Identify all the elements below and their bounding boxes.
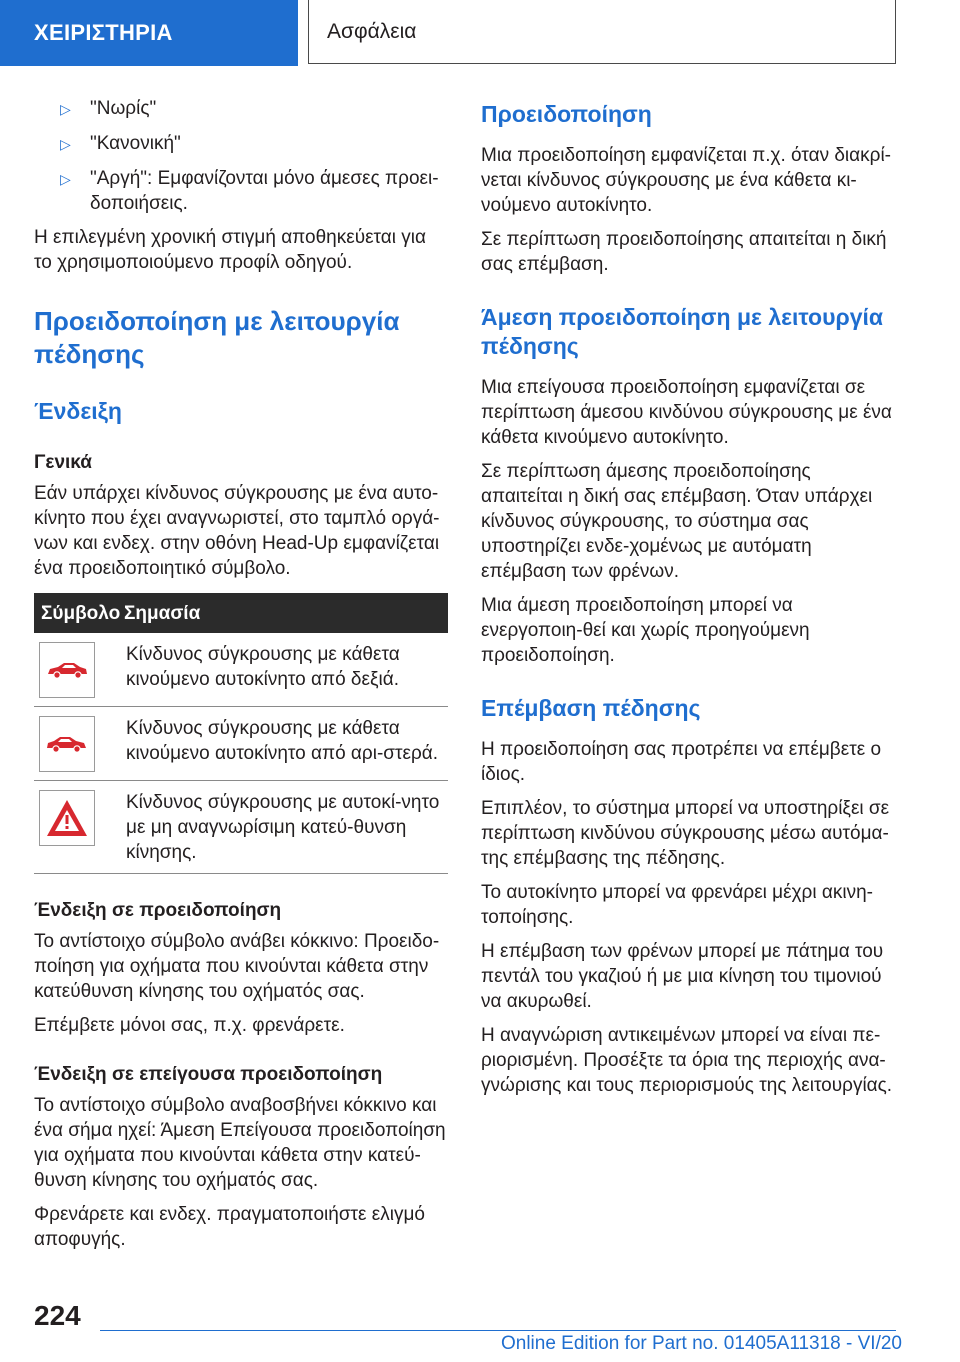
- table-cell: Κίνδυνος σύγκρουσης με κάθετα κινούμενο αυτοκίνητο από αρι-στερά.: [126, 718, 439, 764]
- paragraph: Επιπλέον, το σύστημα μπορεί να υποστηρίξει σε περίπτωση κινδύνου σύγκρουσης μέσω αυτόμα-της επέμβασης της πέδησης.: [481, 798, 890, 869]
- heading-prewarning: Προειδοποίηση: [481, 101, 652, 127]
- car-cross-traffic-right-icon: [39, 642, 95, 698]
- right-column: [481, 96, 896, 1107]
- paragraph: Εάν υπάρχει κίνδυνος σύγκρουσης με ένα αυτο-κίνητο που έχει αναγνωριστεί, στο ταμπλό οργά-νων και ενδεχ. στην οθόνη Head-Up εμφανίζεται ένα προειδοποιητικό σύμβολο.: [34, 483, 440, 579]
- table-header: [34, 593, 448, 633]
- paragraph: Η επέμβαση των φρένων μπορεί με πάτημα του πεντάλ του γκαζιού ή με μια κίνηση του τιμονιού να ακυρωθεί.: [481, 941, 884, 1012]
- heading-general: Γενικά: [34, 452, 92, 473]
- table-cell: Κίνδυνος σύγκρουσης με αυτοκί-νητο με μη αναγνωρίσιμη κατεύ-θυνση κίνησης.: [126, 792, 440, 863]
- page-number: 224: [34, 1300, 81, 1331]
- paragraph: Η επιλεγμένη χρονική στιγμή αποθηκεύεται για το χρησιμοποιούμενο προφίλ οδηγού.: [34, 227, 426, 273]
- heading-warning-display: Ένδειξη σε προειδοποίηση: [34, 900, 282, 921]
- symbol-table: [34, 593, 448, 874]
- page-header: [0, 0, 960, 66]
- table-cell: Κίνδυνος σύγκρουσης με κάθετα κινούμενο αυτοκίνητο από δεξιά.: [126, 644, 400, 690]
- heading-display: Ένδειξη: [34, 398, 122, 424]
- edition-note: Online Edition for Part no. 01405A11318 - VI/20: [500, 1333, 902, 1354]
- paragraph: Μια άμεση προειδοποίηση μπορεί να ενεργοποιη-θεί και χωρίς προηγούμενη προειδοποίηση.: [481, 595, 810, 666]
- section-title: Ασφάλεια: [308, 0, 896, 64]
- paragraph: Το αντίστοιχο σύμβολο ανάβει κόκκινο: Προειδο-ποίηση για οχήματα που κινούνται κάθετα στην κατεύθυνση κίνησης του οχήματός σας.: [34, 931, 440, 1002]
- footer-divider: [100, 1330, 896, 1331]
- paragraph: Μια επείγουσα προειδοποίηση εμφανίζεται σε περίπτωση άμεσου κινδύνου σύγκρουσης με ένα κάθετα κινούμενο αυτοκίνητο.: [481, 377, 892, 448]
- column-header-symbol: Σύμβολο: [41, 602, 121, 624]
- chapter-tab: ΧΕΙΡΙΣΤΗΡΙΑ: [0, 0, 298, 66]
- triangle-bullet-icon: ▷: [60, 171, 71, 187]
- paragraph: Σε περίπτωση προειδοποίησης απαιτείται η δική σας επέμβαση.: [481, 229, 887, 275]
- paragraph: Επέμβετε μόνοι σας, π.χ. φρενάρετε.: [34, 1015, 345, 1036]
- warning-triangle-icon: [39, 790, 95, 846]
- paragraph: Το αυτοκίνητο μπορεί να φρενάρει μέχρι ακινη-τοποίησης.: [481, 882, 873, 928]
- list-item: ▷ "Νωρίς": [34, 96, 448, 122]
- paragraph: Φρενάρετε και ενδεχ. πραγματοποιήστε ελιγμό αποφυγής.: [34, 1204, 426, 1250]
- paragraph: Το αντίστοιχο σύμβολο αναβοσβήνει κόκκινο και ένα σήμα ηχεί: Άμεση Επείγουσα προειδοποίηση για οχήματα που κινούνται κάθετα στην κατεύ-θυνση κίνησης του οχήματός σας.: [34, 1095, 446, 1191]
- car-cross-traffic-left-icon: [39, 716, 95, 772]
- column-header-meaning: Σημασία: [124, 602, 201, 624]
- table-row: [34, 633, 448, 707]
- heading-acute-warning: Άμεση προειδοποίηση με λειτουργία πέδησης: [481, 304, 884, 359]
- paragraph: Μια προειδοποίηση εμφανίζεται π.χ. όταν διακρί-νεται κίνδυνος σύγκρουσης με ένα κάθετα κι-νούμενο αυτοκίνητο.: [481, 145, 891, 216]
- heading-braking-intervention: Επέμβαση πέδησης: [481, 695, 701, 721]
- table-row: [34, 781, 448, 874]
- paragraph: Η αναγνώριση αντικειμένων μπορεί να είναι πε-ριορισμένη. Προσέξτε τα όρια της περιοχής ανα-γνώρισης και τους περιορισμούς της λειτουργίας.: [481, 1025, 893, 1096]
- heading-pedestrian-braking: Προειδοποίηση με λειτουργία πέδησης: [34, 306, 400, 369]
- paragraph: Σε περίπτωση άμεσης προειδοποίησης απαιτείται η δική σας επέμβαση. Όταν υπάρχει κίνδυνος σύγκρουσης, το σύστημα σας υποστηρίζει ενδε-χομένως με αυτόματη επέμβαση των φρένων.: [481, 461, 873, 582]
- paragraph: Η προειδοποίηση σας προτρέπει να επέμβετε ο ίδιος.: [481, 739, 882, 785]
- heading-urgent-display: Ένδειξη σε επείγουσα προειδοποίηση: [34, 1064, 383, 1085]
- triangle-bullet-icon: ▷: [60, 101, 71, 117]
- list-item: ▷ "Κανονική": [34, 131, 448, 157]
- list-item: ▷ "Αργή": Εμφανίζονται μόνο άμεσες προει-δοποιήσεις.: [60, 168, 439, 214]
- table-row: [34, 707, 448, 781]
- triangle-bullet-icon: ▷: [60, 136, 71, 152]
- left-column: [34, 96, 448, 1261]
